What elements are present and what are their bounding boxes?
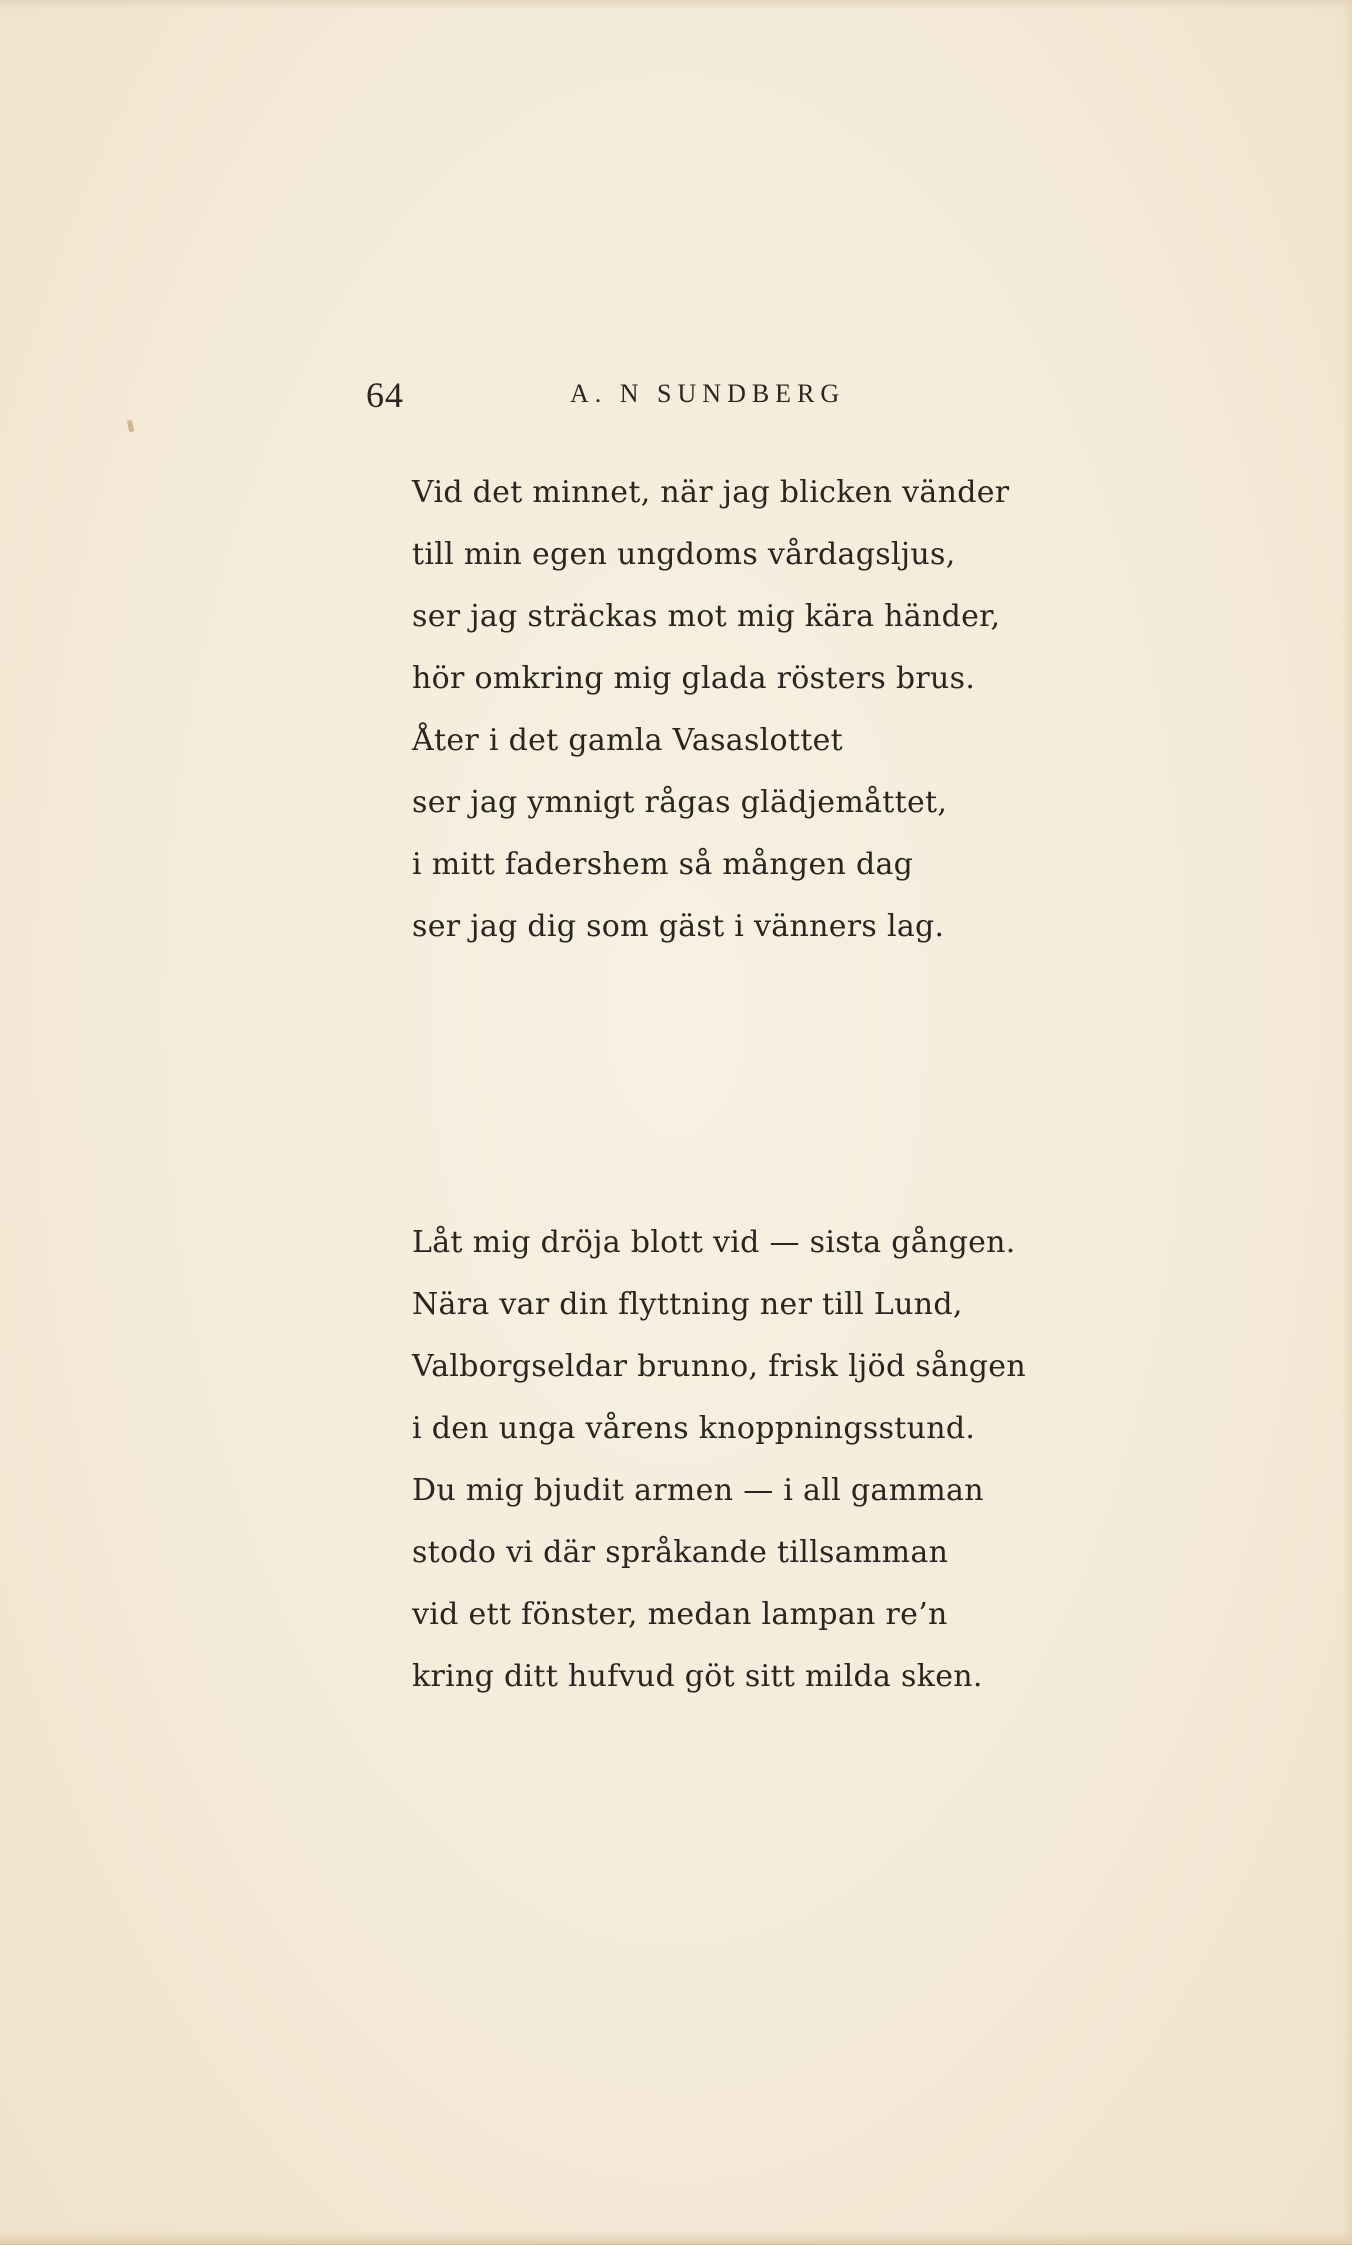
stanza-1 (412, 462, 1132, 958)
running-head-author: A. N SUNDBERG (570, 379, 846, 408)
poem-line: kring ditt hufvud göt sitt milda sken. (412, 1659, 983, 1694)
poem-line: vid ett fönster, medan lampan re’n (412, 1597, 948, 1632)
poem-line: Du mig bjudit armen — i all gamman (412, 1473, 984, 1508)
paper-speck (127, 420, 134, 433)
page-number: 64 (366, 375, 404, 415)
poem-line: till min egen ungdoms vårdagsljus, (412, 537, 956, 572)
poem-line: Nära var din flyttning ner till Lund, (412, 1287, 963, 1322)
page-edge-bottom (0, 2230, 1352, 2245)
poem-line: ser jag sträckas mot mig kära händer, (412, 599, 1001, 634)
poem-line: Åter i det gamla Vasaslottet (412, 723, 844, 758)
running-head (366, 374, 966, 418)
page-edge-right (1342, 0, 1352, 2245)
poem-line: Valborgseldar brunno, frisk ljöd sången (412, 1349, 1026, 1384)
poem-line: Vid det minnet, när jag blicken vänder (412, 475, 1010, 510)
poem-line: i mitt fadershem så mången dag (412, 847, 914, 882)
stanza-2 (412, 1212, 1132, 1708)
poem-line: ser jag dig som gäst i vänners lag. (412, 909, 945, 944)
poem-line: hör omkring mig glada rösters brus. (412, 661, 976, 696)
poem-line: ser jag ymnigt rågas glädjemåttet, (412, 785, 948, 820)
page-edge-top (0, 0, 1352, 10)
poem-line: stodo vi där språkande tillsamman (412, 1535, 949, 1570)
poem-line: Låt mig dröja blott vid — sista gången. (412, 1225, 1016, 1260)
poem-line: i den unga vårens knoppningsstund. (412, 1411, 976, 1446)
